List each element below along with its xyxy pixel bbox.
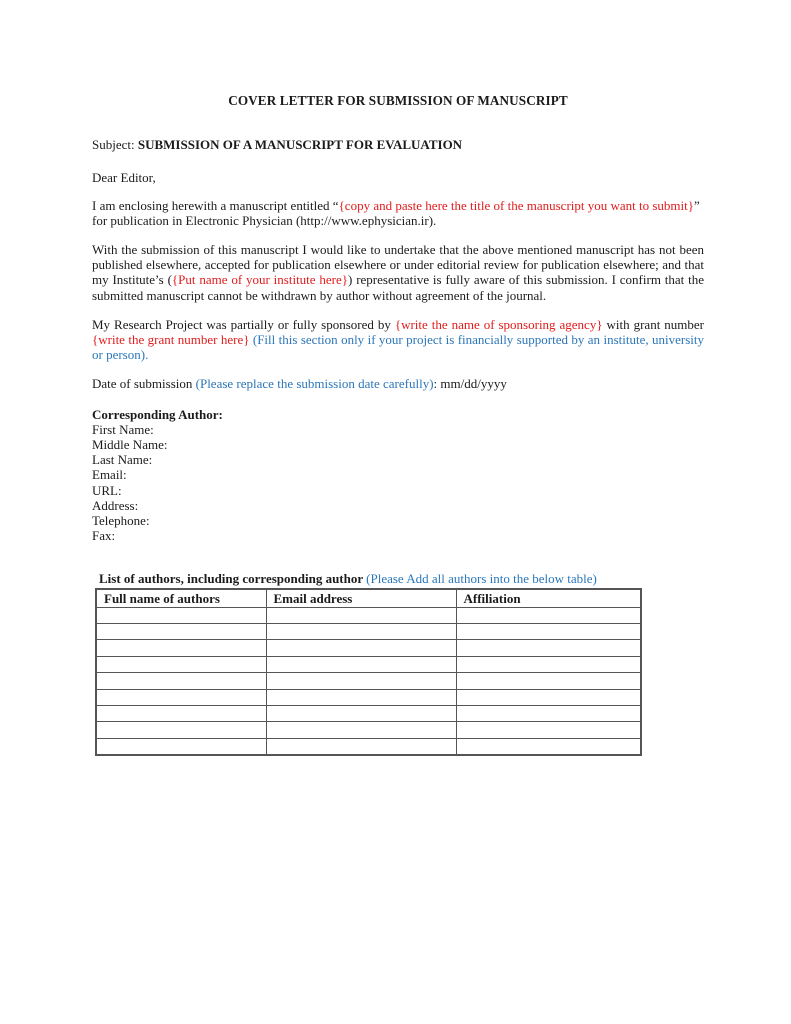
author-empty-row <box>96 656 641 672</box>
sponsorship-note: (Fill this section only if your project is financially supported by an institute, university or person). <box>92 332 704 363</box>
author-empty-cell <box>266 624 456 640</box>
author-empty-cell <box>96 706 266 722</box>
manuscript-title-placeholder: {copy and paste here the title of the manuscript you want to submit} <box>338 197 695 213</box>
submission-date-line <box>92 376 704 391</box>
author-empty-cell <box>96 656 266 672</box>
author-empty-cell <box>456 689 641 705</box>
author-empty-cell <box>456 624 641 640</box>
date-note: (Please replace the submission date carefully) <box>195 376 434 392</box>
field-url: URL: <box>92 482 122 498</box>
author-empty-row <box>96 722 641 738</box>
subject-label: Subject: <box>92 137 138 153</box>
author-empty-row <box>96 624 641 640</box>
author-empty-cell <box>96 673 266 689</box>
authors-list-heading-bold: List of authors, including corresponding author <box>99 571 367 587</box>
author-empty-row <box>96 738 641 755</box>
subject-value: SUBMISSION OF A MANUSCRIPT FOR EVALUATION <box>137 137 463 153</box>
author-empty-row <box>96 689 641 705</box>
field-middle-name: Middle Name: <box>92 437 168 453</box>
header-email-address: Email address <box>266 589 456 608</box>
header-full-name: Full name of authors <box>96 589 266 608</box>
field-fax: Fax: <box>92 528 116 544</box>
author-empty-cell <box>456 706 641 722</box>
paragraph-enclosing <box>92 198 704 228</box>
author-empty-cell <box>456 640 641 656</box>
intro-text: I am enclosing herewith a manuscript entitled “ <box>92 197 339 213</box>
authors-list-heading <box>99 571 704 586</box>
page-title: COVER LETTER FOR SUBMISSION OF MANUSCRIPT <box>228 93 568 108</box>
author-empty-cell <box>266 722 456 738</box>
corresponding-author-block <box>92 407 704 544</box>
field-email: Email: <box>92 467 127 483</box>
undertaking-text-2: ) representative is fully aware of this submission. I confirm that the submitted manuscript cannot be withdrawn by author without agreement of the journal. <box>92 272 705 303</box>
author-empty-cell <box>456 738 641 755</box>
author-empty-row <box>96 607 641 623</box>
author-empty-cell <box>266 738 456 755</box>
field-address: Address: <box>92 497 139 513</box>
intro-close-quote: ” <box>694 197 700 213</box>
author-empty-cell <box>96 607 266 623</box>
subject-line <box>92 137 704 152</box>
author-empty-cell <box>456 722 641 738</box>
corresponding-author-heading: Corresponding Author: <box>92 406 223 422</box>
author-empty-cell <box>456 656 641 672</box>
field-last-name: Last Name: <box>92 452 153 468</box>
author-empty-cell <box>96 722 266 738</box>
author-empty-cell <box>96 689 266 705</box>
sponsoring-agency-placeholder: {write the name of sponsoring agency} <box>394 316 603 332</box>
sponsorship-text-1: My Research Project was partially or fully sponsored by <box>92 316 395 332</box>
author-empty-cell <box>266 607 456 623</box>
salutation: Dear Editor, <box>92 170 156 186</box>
paragraph-undertaking <box>92 242 704 303</box>
author-empty-cell <box>96 624 266 640</box>
date-value: : mm/dd/yyyy <box>433 376 507 392</box>
author-empty-cell <box>96 738 266 755</box>
author-empty-cell <box>266 656 456 672</box>
field-telephone: Telephone: <box>92 513 150 529</box>
author-empty-cell <box>266 673 456 689</box>
author-empty-row <box>96 640 641 656</box>
paragraph-sponsorship <box>92 317 704 363</box>
author-empty-cell <box>266 640 456 656</box>
authors-table-body <box>96 607 641 755</box>
institute-name-placeholder: {Put name of your institute here} <box>171 272 349 288</box>
author-empty-cell <box>456 673 641 689</box>
authors-table <box>95 588 642 757</box>
author-empty-cell <box>96 640 266 656</box>
intro-line2: for publication in Electronic Physician (http://www.ephysician.ir). <box>92 212 437 228</box>
authors-list-heading-note: (Please Add all authors into the below table) <box>366 571 597 587</box>
field-first-name: First Name: <box>92 421 154 437</box>
author-empty-row <box>96 673 641 689</box>
sponsorship-text-2: with grant number <box>602 316 704 332</box>
header-affiliation: Affiliation <box>456 589 641 608</box>
undertaking-text-1: With the submission of this manuscript I would like to undertake that the above mentioned manuscript has not been published elsewhere, accepted for publication elsewhere or under editorial review for publication elsewhere; and that my Institute’s ( <box>92 242 704 288</box>
authors-table-header-row <box>96 589 641 608</box>
author-empty-row <box>96 706 641 722</box>
date-label: Date of submission <box>92 376 196 392</box>
author-empty-cell <box>456 607 641 623</box>
author-empty-cell <box>266 689 456 705</box>
grant-number-placeholder: {write the grant number here} <box>92 332 250 348</box>
author-empty-cell <box>266 706 456 722</box>
